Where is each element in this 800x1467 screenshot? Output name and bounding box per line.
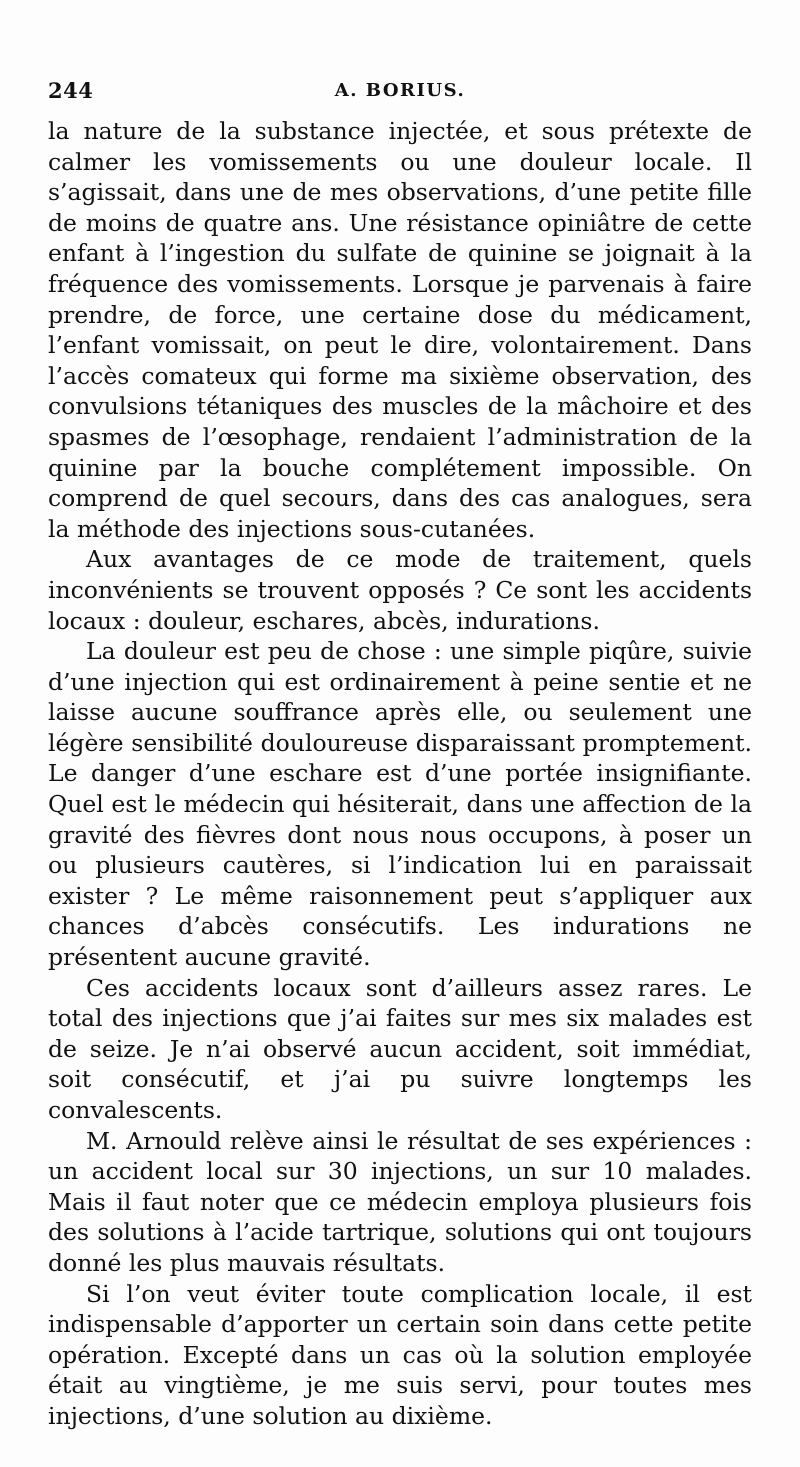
paragraph-complication: Si l’on veut éviter toute complication locale, il est indispensable d’apporter un certain soin dans cette petite opération. Excepté dans un cas où la solution employée était au vingtième, je me suis servi, pour toutes mes injections, d’une solution au dixième. — [48, 1279, 752, 1430]
paragraph-inconvenients: Aux avantages de ce mode de traitement, quels inconvénients se trouvent opposés ? Ce sont les accidents locaux : douleur, eschares, abcès, indurations. — [48, 545, 752, 635]
paragraph-continuation: la nature de la substance injectée, et sous prétexte de calmer les vomissements ou une douleur locale. Il s’agissait, dans une de mes observations, d’une petite fille de moins de quatre ans. Une résistance opiniâtre de cette enfant à l’ingestion du sulfate de quinine se joignait à la fréquence des vomissements. Lorsque je parvenais à faire prendre, de force, une certaine dose du médicament, l’enfant vomissait, on peut le dire, volontairement. Dans l’accès comateux qui forme ma sixième observation, des convulsions tétaniques des muscles de la mâchoire et des spasmes de l’œsophage, rendaient l’administration de la quinine par la bouche complétement impossible. On comprend de quel secours, dans des cas analogues, sera la méthode des injections sous-cutanées. — [48, 117, 752, 543]
running-head — [48, 74, 752, 108]
body-text — [48, 116, 752, 1432]
paragraph-arnould: M. Arnould relève ainsi le résultat de ses expériences : un accident local sur 30 injections, un sur 10 malades. Mais il faut noter que ce médecin employa plusieurs fois des solutions à l’acide tartrique, solutions qui ont toujours donné les plus mauvais résultats. — [48, 1126, 752, 1277]
page-number: 244 — [48, 78, 94, 103]
paragraph-accidents-rares: Ces accidents locaux sont d’ailleurs assez rares. Le total des injections que j’ai faites sur mes six malades est de seize. Je n’ai observé aucun accident, soit immédiat, soit consécutif, et j’ai pu suivre longtemps les convalescents. — [48, 973, 752, 1124]
paragraph-douleur: La douleur est peu de chose : une simple piqûre, suivie d’une injection qui est ordinairement à peine sentie et ne laisse aucune souffrance après elle, ou seulement une légère sensibilité douloureuse disparaissant promptement. Le danger d’une eschare est d’une portée insignifiante. Quel est le médecin qui hésiterait, dans une affection de la gravité des fièvres dont nous nous occupons, à poser un ou plusieurs cautères, si l’indication lui en paraissait exister ? Le même raisonnement peut s’appliquer aux chances d’abcès consécutifs. Les indurations ne présentent aucune gravité. — [48, 637, 752, 972]
running-title: A. BORIUS. — [334, 80, 466, 101]
